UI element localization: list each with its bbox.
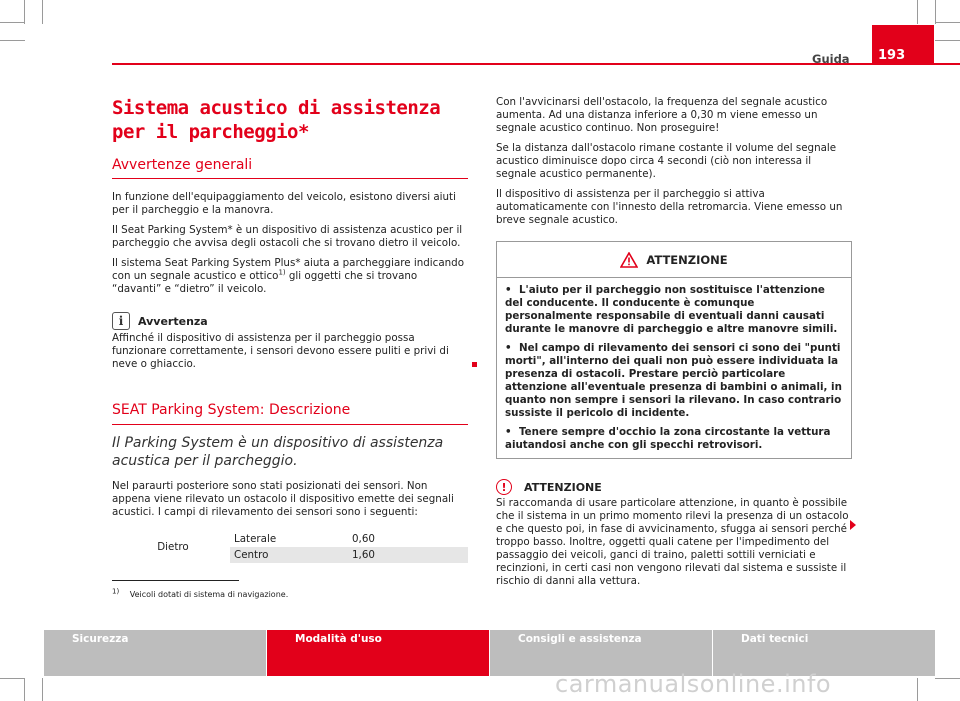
crop-mark xyxy=(935,22,960,23)
tab-consigli-assistenza[interactable]: Consigli e assistenza xyxy=(490,630,712,676)
page-number: 193 xyxy=(872,25,934,65)
crop-mark xyxy=(917,678,918,701)
caution-icon: ! xyxy=(496,479,512,495)
crop-mark xyxy=(935,40,960,41)
table-row xyxy=(112,531,468,547)
paragraph: Il Seat Parking System* è un dispositivo di assistenza acustico per il parcheggio che avvisa degli ostacoli che si trovano dietro il veicolo. xyxy=(112,224,463,249)
tab-sicurezza[interactable]: Sicurezza xyxy=(44,630,266,676)
section-rule xyxy=(112,424,468,425)
warning-box xyxy=(496,241,852,459)
caution-text: Si raccomanda di usare particolare attenzione, in quanto è possibile che il sistema in un primo momento rilevi la presenza di un ostacolo e che questo poi, in fase di avvicinamento, sfugga ai sensori perché troppo basso. Inoltre, oggetti quali catene per l'impedimento del passaggio dei veicoli, ganci di traino, paletti sottili verniciati e recinzioni, in certi casi non vengono rilevati dal sistema e sussiste il rischio di danni alla vettura. xyxy=(496,497,849,587)
main-title: Sistema acustico di assistenza per il parcheggio* xyxy=(112,97,441,143)
bullet-text: Nel campo di rilevamento dei sensori ci sono dei "punti morti", all'interno dei quali non può essere individuata la presenza di ostacoli. Prestare perciò particolare attenzione all'eventuale presenza di bambini o animali, in quanto non sempre i sensori la rilevano. In caso contrario sussiste il pericolo di incidente. xyxy=(505,342,842,419)
paragraph: Il dispositivo di assistenza per il parcheggio si attiva automaticamente con l'innesto della retromarcia. Viene emesso un breve segnale acustico. xyxy=(496,188,843,226)
crop-mark xyxy=(935,678,960,679)
bullet-dot: • xyxy=(505,284,512,296)
paragraph-text: gli oggetti che si trovano “davanti” e “dietro” il veicolo. xyxy=(112,270,418,295)
paragraph: Con l'avvicinarsi dell'ostacolo, la frequenza del segnale acustico aumenta. Ad una distanza inferiore a 0,30 m viene emesso un segnale acustico continuo. Non proseguire! xyxy=(496,96,828,134)
table-cell-value: 1,60 xyxy=(352,549,375,561)
crop-mark xyxy=(24,0,25,24)
paragraph: Nel paraurti posteriore sono stati posizionati dei sensori. Non appena viene rilevato un ostacolo il dispositivo emette dei segnali acustici. I campi di rilevamento dei sensori sono i seguenti: xyxy=(112,480,454,518)
warning-bullet xyxy=(497,284,851,336)
right-column xyxy=(496,96,852,588)
table-group-cell: Dietro xyxy=(157,541,189,553)
footnote xyxy=(112,587,289,599)
paragraph-text: Il sistema Seat Parking System Plus* aiuta a parcheggiare indicando con un segnale acustico e ottico xyxy=(112,257,464,282)
detection-range-table xyxy=(112,531,468,563)
warning-header xyxy=(497,242,851,278)
info-note-icon: i xyxy=(112,312,130,330)
footnote-rule xyxy=(112,580,239,581)
footnote-text: Veicoli dotati di sistema di navigazione. xyxy=(129,590,289,599)
crop-mark xyxy=(917,0,918,24)
paragraph: Se la distanza dall'ostacolo rimane costante il volume del segnale acustico diminuisce dopo circa 4 secondi (ciò non interessa il segnale acustico permanente). xyxy=(496,142,837,180)
footnote-marker: 1) xyxy=(112,587,120,596)
crop-mark xyxy=(0,22,25,23)
warning-bullet xyxy=(497,342,851,420)
continue-arrow-icon xyxy=(850,520,856,530)
tab-modalita-duso[interactable]: Modalità d'uso xyxy=(267,630,489,676)
footnote-reference: 1) xyxy=(278,268,286,277)
warning-title: ATTENZIONE xyxy=(646,252,728,267)
paragraph: In funzione dell'equipaggiamento del veicolo, esistono diversi aiuti per il parcheggio e la manovra. xyxy=(112,191,456,216)
caution-header xyxy=(496,479,852,495)
note-header xyxy=(112,312,468,330)
paragraph xyxy=(112,257,468,296)
section-heading-description: SEAT Parking System: Descrizione xyxy=(112,402,351,418)
crop-mark xyxy=(0,678,25,679)
bullet-text: L'aiuto per il parcheggio non sostituisce l'attenzione del conducente. Il conducente è comunque personalmente responsabile di eventuali danni causati durante le manovre di parcheggio e altre manovre simili. xyxy=(505,284,838,335)
table-cell-label: Centro xyxy=(234,549,269,561)
tab-dati-tecnici[interactable]: Dati tecnici xyxy=(713,630,935,676)
crop-mark xyxy=(0,40,25,41)
note-text: Affinché il dispositivo di assistenza per il parcheggio possa funzionare correttamente, i sensori devono essere puliti e privi di neve o ghiaccio. xyxy=(112,332,449,370)
left-column xyxy=(112,96,468,563)
caution-title: ATTENZIONE xyxy=(524,480,602,494)
warning-bullet xyxy=(497,426,851,452)
section-rule xyxy=(112,178,468,179)
section-intro: Il Parking System è un dispositivo di assistenza acustica per il parcheggio. xyxy=(112,435,444,469)
table-cell-label: Laterale xyxy=(234,533,277,545)
crop-mark xyxy=(42,678,43,701)
running-header: Guida xyxy=(812,52,850,66)
crop-mark xyxy=(935,0,936,24)
table-cell-value: 0,60 xyxy=(352,533,375,545)
crop-mark xyxy=(42,0,43,24)
crop-mark xyxy=(24,678,25,701)
bullet-text: Tenere sempre d'occhio la zona circostante la vettura aiutandosi anche con gli specchi retrovisori. xyxy=(505,426,831,451)
section-end-mark xyxy=(472,362,477,367)
note-title: Avvertenza xyxy=(138,314,208,328)
bullet-dot: • xyxy=(505,342,512,354)
bullet-dot: • xyxy=(505,426,512,438)
warning-triangle-icon xyxy=(620,252,638,268)
watermark: carmanualsonline.info xyxy=(555,670,832,698)
section-heading-general: Avvertenze generali xyxy=(112,157,253,173)
